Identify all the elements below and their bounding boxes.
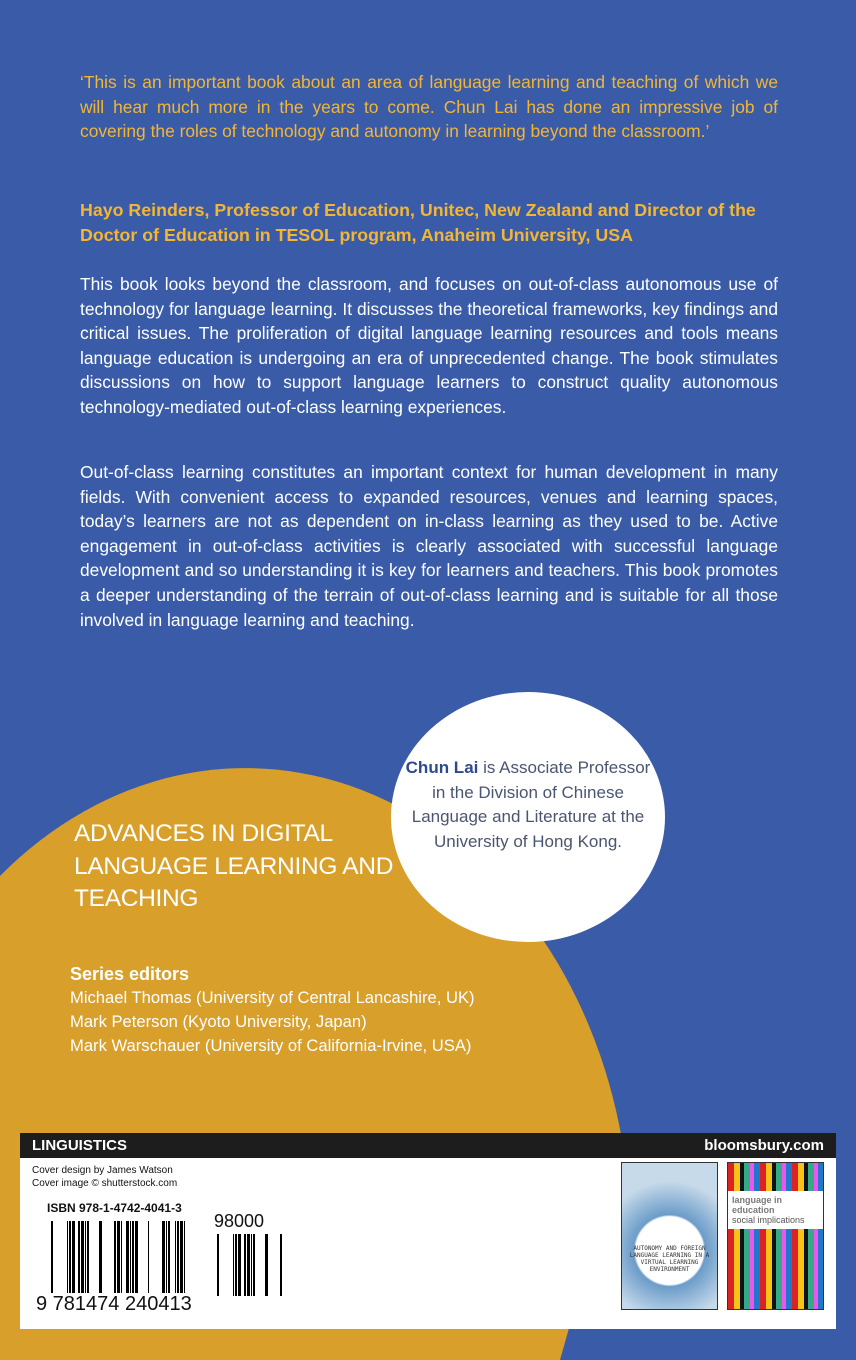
isbn: ISBN 978-1-4742-4041-3 [47,1201,182,1215]
publisher-link[interactable]: bloomsbury.com [704,1137,824,1154]
barcode-bar [265,1234,268,1296]
category-label: LINGUISTICS [32,1137,128,1154]
barcode-bar [121,1221,122,1296]
barcode-number: 9 781474 240413 [36,1293,192,1315]
barcode-bar [72,1221,75,1296]
description-paragraph: This book looks beyond the classroom, and focuses on out-of-class autonomous use of technology for language learning. It discusses the theoretical frameworks, key findings and critical issues. The proliferation of digital language learning resources and tools means language education is undergoing an era of unprecedented change. The book stimulates discussions on how to support language learners to construct quality autonomous technology-mediated out-of-class learning experiences. [80,274,778,417]
quote-attribution: Hayo Reinders, Professor of Education, Unitec, New Zealand and Director of the Doctor of Education in TESOL program, Anaheim University, USA [80,200,756,245]
editor: Mark Warschauer (University of California-Irvine, USA) [70,1036,472,1055]
barcode-bar [280,1234,282,1296]
barcode-bar [85,1221,86,1296]
barcode-bar [166,1221,167,1296]
barcode-bar [126,1221,129,1296]
related-book-title: AUTONOMY AND FOREIGN LANGUAGE LEARNING IN A VIRTUAL LEARNING ENVIRONMENT [629,1245,710,1273]
barcode-bar [175,1221,176,1296]
review-quote: ‘This is an important book about an area of language learning and teaching of which we will hear much more in the years to come. Chun Lai has done an impressive job of covering the roles of technology and autonomy in learning beyond the classroom.’ [80,72,778,142]
barcode-bar [148,1221,149,1296]
barcode-bar [135,1221,138,1296]
barcode-bar [251,1234,252,1296]
barcode-bar [184,1221,185,1296]
category-bar [20,1133,836,1158]
cover-design-credit: Cover design by James Watson [32,1165,173,1176]
barcode-bar [162,1221,165,1296]
series-title: ADVANCES IN DIGITAL LANGUAGE LEARNING AND TEACHING [74,820,394,912]
barcode-bar [235,1234,237,1296]
barcode-bar [67,1221,68,1296]
series-editors [70,962,475,1058]
barcode-bar [244,1234,246,1296]
price-code: 98000 [214,1211,265,1231]
barcode-bar [177,1221,179,1296]
barcode-bar [238,1234,241,1296]
barcode [45,1221,285,1296]
barcode-bar [78,1221,80,1296]
related-book-cover [727,1162,824,1310]
barcode-bar [117,1221,120,1296]
description-paragraph: Out-of-class learning constitutes an important context for human development in many fields. With convenient access to expanded resources, venues and learning spaces, today’s learners are not as dependent on in-class learning as they used to be. Active engagement in out-of-class activities is clearly associated with successful language development and so understanding it is key for learners and teachers. This book promotes a deeper understanding of the terrain of out-of-class learning and is suitable for all those involved in language learning and teaching. [80,462,778,630]
author-bio-text: is Associate Professor in the Division of Chinese Language and Literature at the University of Hong Kong. [411,758,651,851]
author-bio [405,756,651,854]
barcode-bar [87,1221,89,1296]
barcode-bar [99,1221,102,1296]
barcode-bar [247,1234,250,1296]
barcode-bar [180,1221,183,1296]
barcode-bar [233,1234,234,1296]
barcode-bar [168,1221,170,1296]
editor: Mark Peterson (Kyoto University, Japan) [70,1012,367,1031]
barcode-bar [132,1221,134,1296]
cover-image-credit: Cover image © shutterstock.com [32,1178,178,1189]
barcode-bar [81,1221,84,1296]
barcode-bar [69,1221,71,1296]
cover-credits [32,1164,177,1190]
editor: Michael Thomas (University of Central Lancashire, UK) [70,988,475,1007]
barcode-bar [114,1221,116,1296]
barcode-bar [51,1221,53,1296]
editors-heading: Series editors [70,964,190,984]
related-book-cover [621,1162,718,1310]
related-book-subtitle: social implications [732,1215,805,1225]
barcode-bar [130,1221,131,1296]
related-book-title: language in education [732,1195,783,1215]
barcode-bar [253,1234,255,1296]
author-name: Chun Lai [405,758,479,777]
barcode-bar [217,1234,219,1296]
